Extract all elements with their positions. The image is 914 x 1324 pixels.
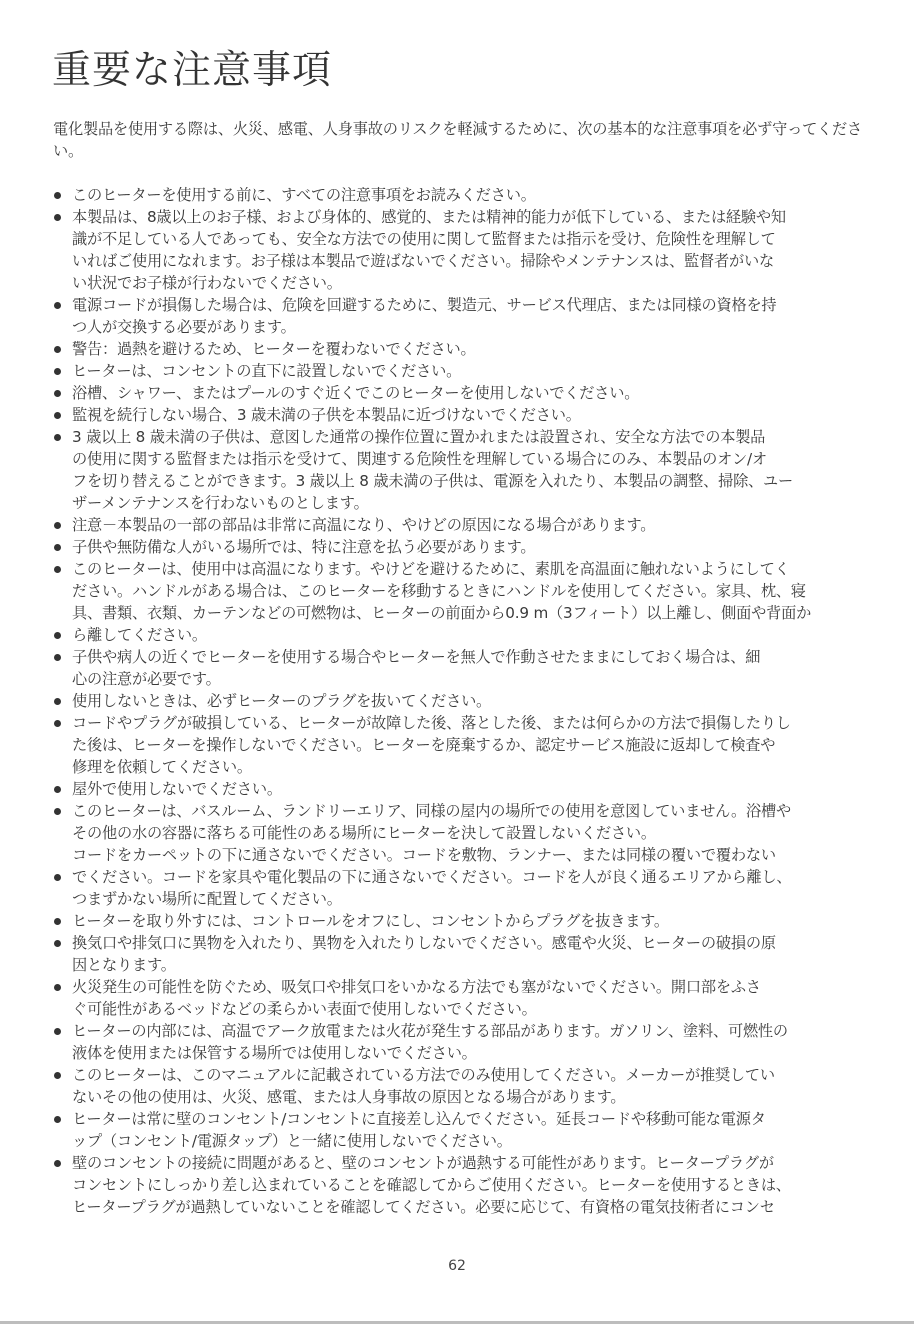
- list-item-line: フを切り替えることができます。3 歳以上 8 歳未満の子供は、電源を入れたり、本製品の調整、掃除、ユー: [72, 472, 794, 490]
- list-item-line: ヒーターの内部には、高温でアーク放電または火花が発生する部品があります。ガソリン、塗料、可燃性の: [72, 1022, 788, 1040]
- list-item-line: ヒーターは常に壁のコンセント/コンセントに直接差し込んでください。延長コードや移動可能な電源タ: [72, 1110, 766, 1128]
- list-item-line: このヒーターを使用する前に、すべての注意事項をお読みください。: [72, 186, 536, 204]
- list-item: [53, 976, 873, 1020]
- list-item-line: ヒータープラグが過熱していないことを確認してください。必要に応じて、有資格の電気技術者にコンセ: [72, 1198, 775, 1216]
- list-item-line: このヒーターは、使用中は高温になります。やけどを避けるために、素肌を高温面に触れないようにしてく: [72, 560, 790, 578]
- list-item: [53, 1020, 873, 1064]
- list-item: [53, 514, 873, 536]
- list-item: [53, 338, 873, 360]
- list-item: [53, 712, 873, 778]
- list-item: [53, 778, 873, 800]
- list-item: [53, 558, 873, 624]
- list-item: [53, 1108, 873, 1152]
- list-item: [53, 932, 873, 976]
- list-item-line: このヒーターは、バスルーム、ランドリーエリア、同様の屋内の場所での使用を意図していません。浴槽や: [72, 802, 791, 820]
- list-item-line: でください。コードを家具や電化製品の下に通さないでください。コードを人が良く通るエリアから離し、: [72, 868, 792, 886]
- list-item-line: 子供や病人の近くでヒーターを使用する場合やヒーターを無人で作動させたままにしておく場合は、細: [72, 648, 761, 666]
- list-item: [53, 646, 873, 690]
- list-item-line: このヒーターは、このマニュアルに記載されている方法でのみ使用してください。メーカーが推奨してい: [72, 1066, 775, 1084]
- list-item: [53, 426, 873, 514]
- list-item-line: 壁のコンセントの接続に問題があると、壁のコンセントが過熱する可能性があります。ヒータープラグが: [72, 1154, 774, 1172]
- list-item-line: ないその他の使用は、火災、感電、または人身事故の原因となる場合があります。: [72, 1088, 626, 1106]
- list-item: [53, 1064, 873, 1108]
- list-item-line: コードをカーペットの下に通さないでください。コードを敷物、ランナー、または同様の覆いで覆わない: [72, 846, 776, 864]
- list-item: [53, 294, 873, 338]
- list-item: [53, 624, 873, 646]
- list-item-line: 子供や無防備な人がいる場所では、特に注意を払う必要があります。: [72, 538, 536, 556]
- list-item-line: 修理を依頼してください。: [72, 758, 252, 776]
- list-item: [53, 1152, 873, 1218]
- list-item-line: 使用しないときは、必ずヒーターのプラグを抜いてください。: [72, 692, 492, 710]
- list-item-line: 警告：過熱を避けるため、ヒーターを覆わないでください。: [72, 340, 476, 358]
- list-item-line: ザーメンテナンスを行わないものとします。: [72, 494, 369, 512]
- list-item-line: 液体を使用または保管する場所では使用しないでください。: [72, 1044, 477, 1062]
- list-item-line: コンセントにしっかり差し込まれていることを確認してからご使用ください。ヒーターを使用するときは、: [72, 1176, 791, 1194]
- list-item: [53, 360, 873, 382]
- list-item: [53, 690, 873, 712]
- list-item: [53, 184, 873, 206]
- safety-instructions-list: [53, 184, 873, 1218]
- page-number: 62: [448, 1258, 466, 1274]
- list-item-line: の使用に関する監督または指示を受けて、関連する危険性を理解している場合にのみ、本製品のオン/オ: [72, 450, 767, 468]
- list-item-line: 屋外で使用しないでください。: [72, 780, 282, 798]
- list-item-line: 識が不足している人であっても、安全な方法での使用に関して監督または指示を受け、危険性を理解して: [72, 230, 776, 248]
- list-item-line: ップ（コンセント/電源タップ）と一緒に使用しないでください。: [72, 1132, 512, 1150]
- list-item-line: 3 歳以上 8 歳未満の子供は、意図した通常の操作位置に置かれまたは設置され、安全な方法での本製品: [72, 428, 766, 446]
- list-item: [53, 206, 873, 294]
- list-item-line: 本製品は、8歳以上のお子様、および身体的、感覚的、または精神的能力が低下している、または経験や知: [72, 208, 786, 226]
- list-item-line: 心の注意が必要です。: [72, 670, 221, 688]
- list-item-line: 監視を続行しない場合、3 歳未満の子供を本製品に近づけないでください。: [72, 406, 581, 424]
- list-item-line: ヒーターは、コンセントの直下に設置しないでください。: [72, 362, 462, 380]
- list-item-line: ヒーターを取り外すには、コントロールをオフにし、コンセントからプラグを抜きます。: [72, 912, 669, 930]
- list-item-line: 電源コードが損傷した場合は、危険を回避するために、製造元、サービス代理店、または同様の資格を持: [72, 296, 777, 314]
- list-item: [53, 404, 873, 426]
- list-item-line: ださい。ハンドルがある場合は、このヒーターを移動するときにハンドルを使用してください。家具、枕、寝: [72, 582, 806, 600]
- list-item: [53, 910, 873, 932]
- list-item: [53, 844, 873, 910]
- list-item-line: つ人が交換する必要があります。: [72, 318, 296, 336]
- page-title: 重要な注意事項: [52, 48, 333, 93]
- list-item-line: 因となります。: [72, 956, 176, 974]
- list-item-line: 注意－本製品の一部の部品は非常に高温になり、やけどの原因になる場合があります。: [72, 516, 656, 534]
- list-item-line: い状況でお子様が行わないでください。: [72, 274, 342, 292]
- list-item: [53, 536, 873, 558]
- list-item-line: つまずかない場所に配置してください。: [72, 890, 342, 908]
- list-item-line: 換気口や排気口に異物を入れたり、異物を入れたりしないでください。感電や火災、ヒーターの破損の原: [72, 934, 776, 952]
- list-item-line: いればご使用になれます。お子様は本製品で遊ばないでください。掃除やメンテナンスは、監督者がいな: [72, 252, 774, 270]
- list-item-line: コードやプラグが破損している、ヒーターが故障した後、落とした後、または何らかの方法で損傷したりし: [72, 714, 791, 732]
- list-item-line: 火災発生の可能性を防ぐため、吸気口や排気口をいかなる方法でも塞がないでください。開口部をふさ: [72, 978, 761, 996]
- list-item-line: ら離してください。: [72, 626, 207, 644]
- list-item-line: ぐ可能性があるベッドなどの柔らかい表面で使用しないでください。: [72, 1000, 537, 1018]
- list-item-line: 浴槽、シャワー、またはプールのすぐ近くでこのヒーターを使用しないでください。: [72, 384, 640, 402]
- list-item-line: た後は、ヒーターを操作しないでください。ヒーターを廃棄するか、認定サービス施設に返却して検査や: [72, 736, 776, 754]
- list-item: [53, 800, 873, 844]
- intro-paragraph: 電化製品を使用する際は、火災、感電、人身事故のリスクを軽減するために、次の基本的な注意事項を必ず守ってください。: [53, 120, 863, 160]
- list-item-line: 具、書類、衣類、カーテンなどの可燃物は、ヒーターの前面から0.9 m（3フィート）以上離し、側面や背面か: [72, 604, 812, 622]
- list-item: [53, 382, 873, 404]
- list-item-line: その他の水の容器に落ちる可能性のある場所にヒーターを決して設置しないください。: [72, 824, 656, 842]
